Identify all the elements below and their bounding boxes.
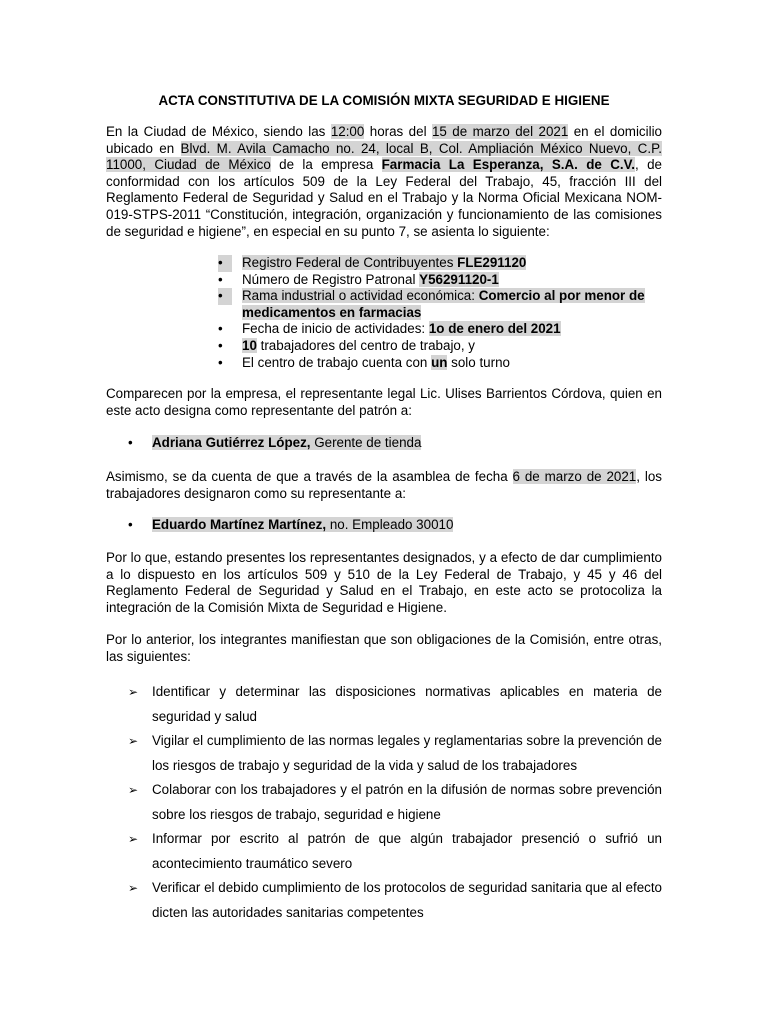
intro-text: En la Ciudad de México, siendo las — [106, 124, 331, 139]
intro-text: , de conformidad con los artículos 509 de la Ley Federal del Trabajo, 45, fracción III del Reglamento Federal de Seguridad y Salud en el Trabajo y la Norma Oficial Mexicana NOM-019-STPS-2011 “Constitución, integración, organización y funcionamiento de las comisiones de seguridad e higiene”, en especial en su punto 7, se asienta lo siguiente: — [106, 157, 663, 239]
bullet-icon: • — [128, 517, 133, 532]
workers-representative — [128, 517, 648, 534]
obligation-item — [128, 778, 662, 827]
bullet-icon: • — [218, 321, 223, 337]
workers-text: Asimismo, se da cuenta de que a través de la asamblea de fecha — [106, 469, 513, 484]
obligations-intro-text: Por lo anterior, los integrantes manifiestan que son obligaciones de la Comisión, entre otras, las siguientes: — [106, 632, 662, 664]
obligations-list — [128, 680, 662, 925]
bullet-icon: • — [218, 255, 232, 272]
employer-rep-role: Gerente de tienda — [310, 435, 422, 450]
employer-representative — [128, 435, 648, 452]
company-address: Blvd. M. Avila Camacho no. 24, local B, Col. Ampliación México Nuevo, C.P. 11000, Ciudad de México — [106, 140, 662, 173]
list-item — [218, 338, 664, 355]
obligation-item — [128, 827, 662, 876]
arrow-bullet-icon: ➢ — [128, 685, 139, 699]
meeting-date: 15 de marzo del 2021 — [431, 124, 569, 139]
workers-rep-role: no. Empleado 30010 — [326, 517, 454, 532]
bullet-icon: • — [218, 354, 223, 370]
patronal-value: Y56291120-1 — [419, 271, 499, 287]
detail-label: El centro de trabajo cuenta con — [242, 354, 432, 370]
intro-text: de la empresa — [270, 157, 382, 173]
detail-label: Número de Registro Patronal — [242, 271, 420, 287]
workers-text: , los trabajadores designaron como su representante a: — [106, 469, 662, 501]
arrow-bullet-icon: ➢ — [128, 734, 139, 748]
rfc-value: FLE291120 — [457, 255, 527, 270]
list-item — [218, 272, 664, 289]
bullet-icon: • — [128, 435, 133, 450]
intro-paragraph — [106, 124, 662, 240]
meeting-time: 12:00 — [330, 124, 365, 139]
company-name: Farmacia La Esperanza, S.A. de C.V. — [381, 157, 636, 173]
obligations-intro-paragraph — [106, 632, 662, 665]
employer-rep-name: Adriana Gutiérrez López, — [152, 435, 311, 450]
workers-paragraph — [106, 469, 662, 502]
obligation-text: Identificar y determinar las disposiciones normativas aplicables en materia de seguridad y salud — [152, 684, 662, 724]
obligation-item — [128, 876, 662, 925]
list-item — [218, 255, 664, 272]
bullet-icon: • — [218, 288, 232, 305]
arrow-bullet-icon: ➢ — [128, 832, 139, 846]
bullet-icon: • — [218, 271, 223, 287]
intro-text: horas del — [364, 124, 432, 139]
detail-label: Fecha de inicio de actividades: — [242, 321, 429, 337]
protocol-text: Por lo que, estando presentes los representantes designados, y a efecto de dar cumplimiento a lo dispuesto en los artículos 509 y 510 de la Ley Federal de Trabajo, y 45 y 46 del Reglamento Federal de Seguridad y Salud en el Trabajo, en este acto se protocoliza la integración de la Comisión Mixta de Seguridad e Higiene. — [106, 550, 662, 615]
intro-text: en el domicilio ubicado en — [106, 124, 662, 156]
inicio-value: 1o de enero del 2021 — [428, 321, 561, 337]
turno-value: un — [431, 354, 448, 370]
list-item — [218, 288, 664, 321]
detail-label: trabajadores del centro de trabajo, y — [256, 337, 476, 353]
list-item — [218, 321, 664, 338]
employer-text: Comparecen por la empresa, el representante legal Lic. Ulises Barrientos Córdova, quien en este acto designa como representante del patrón a: — [106, 386, 662, 418]
obligation-item — [128, 680, 662, 729]
rama-value: Comercio al por menor de medicamentos en farmacias — [242, 288, 645, 320]
arrow-bullet-icon: ➢ — [128, 881, 139, 895]
bullet-icon: • — [218, 337, 223, 353]
employer-paragraph — [106, 386, 662, 419]
detail-label: solo turno — [447, 354, 510, 370]
assembly-date: 6 de marzo de 2021 — [512, 469, 637, 484]
protocol-paragraph — [106, 550, 662, 616]
list-item — [218, 355, 664, 372]
obligation-text: Vigilar el cumplimiento de las normas legales y reglamentarias sobre la prevención de los riesgos de trabajo y seguridad de la vida y salud de los trabajadores — [152, 733, 662, 773]
detail-label: Registro Federal de Contribuyentes — [242, 255, 458, 270]
workers-rep-name: Eduardo Martínez Martínez, — [152, 517, 327, 532]
arrow-bullet-icon: ➢ — [128, 783, 139, 797]
obligation-text: Informar por escrito al patrón de que algún trabajador presenció o sufrió un acontecimiento traumático severo — [152, 831, 662, 871]
detail-label: Rama industrial o actividad económica: — [242, 288, 479, 304]
document-title: ACTA CONSTITUTIVA DE LA COMISIÓN MIXTA SEGURIDAD E HIGIENE — [158, 93, 610, 108]
obligation-text: Verificar el debido cumplimiento de los protocolos de seguridad sanitaria que al efecto dicten las autoridades sanitarias competentes — [152, 880, 662, 920]
workers-count: 10 — [242, 337, 257, 353]
company-details-list — [218, 255, 664, 371]
obligation-text: Colaborar con los trabajadores y el patrón en la difusión de normas sobre prevención sobre los riesgos de trabajo, seguridad e higiene — [152, 782, 662, 822]
obligation-item — [128, 729, 662, 778]
